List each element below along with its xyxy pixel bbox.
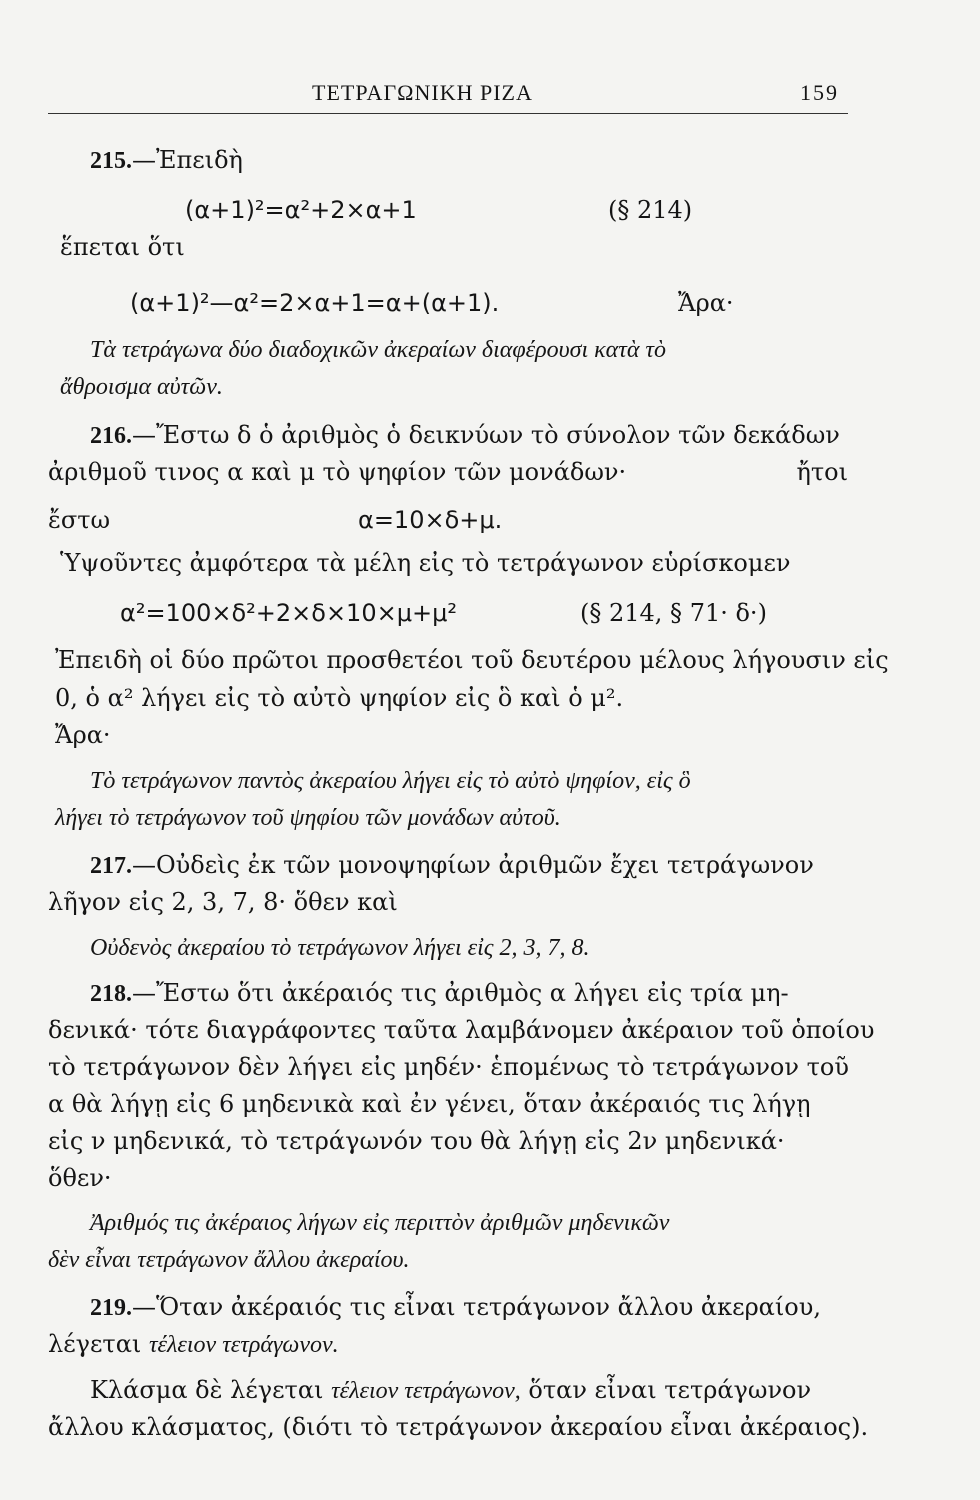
section-218-line4: α θὰ λήγῃ εἰς 6 μηδενικὰ καὶ ἐν γένει, ὅταν ἀκέραιός τις λήγῃ bbox=[48, 1090, 811, 1118]
section-218-line5: εἰς ν μηδενικά, τὸ τετράγωνόν του θὰ λήγῃ εἰς 2ν μηδενικά· bbox=[48, 1127, 785, 1155]
section-219-line4: ἄλλου κλάσματος, (διότι τὸ τετράγωνον ἀκεραίου εἶναι ἀκέραιος). bbox=[48, 1413, 869, 1441]
paragraph-text: Κλάσμα δὲ λέγεται bbox=[90, 1376, 324, 1404]
section-216-line4: Ὑψοῦντες ἀμφότερα τὰ μέλη εἰς τὸ τετράγωνον εὑρίσκομεν bbox=[60, 549, 791, 577]
text-ara: Ἄρα· bbox=[55, 721, 111, 749]
formula-216-2: α²=100×δ²+2×δ×10×μ+μ² bbox=[120, 599, 457, 627]
term-italic: τέλειον τετράγωνον, bbox=[331, 1378, 521, 1404]
theorem-215-line1: Τὰ τετράγωνα δύο διαδοχικῶν ἀκεραίων διαφέρουσι κατὰ τὸ bbox=[90, 337, 667, 363]
theorem-216-line2: λήγει τὸ τετράγωνον τοῦ ψηφίου τῶν μονάδων αὐτοῦ. bbox=[55, 805, 561, 831]
section-number: 216. bbox=[90, 423, 132, 449]
theorem-217: Οὐδενὸς ἀκεραίου τὸ τετράγωνον λήγει εἰς 2, 3, 7, 8. bbox=[90, 935, 590, 961]
section-219-line1 bbox=[90, 1292, 821, 1323]
formula-215-2: (α+1)²—α²=2×α+1=α+(α+1). bbox=[130, 289, 500, 317]
paragraph-text: λέγεται bbox=[48, 1330, 142, 1358]
section-216-line2 bbox=[48, 457, 848, 487]
reference-216-2: (§ 214, § 71· δ·) bbox=[580, 599, 767, 627]
paragraph-text: —Ἔστω δ ὁ ἀριθμὸς ὁ δεικνύων τὸ σύνολον τῶν δεκάδων bbox=[132, 421, 840, 449]
section-219-line2 bbox=[48, 1329, 339, 1360]
section-218-line1 bbox=[90, 978, 789, 1009]
section-number: 219. bbox=[90, 1295, 132, 1321]
section-lead: —Ἐπειδὴ bbox=[132, 146, 243, 174]
section-215-heading bbox=[90, 145, 243, 176]
section-216-line1 bbox=[90, 420, 840, 451]
section-219-line3 bbox=[90, 1375, 811, 1406]
paragraph-text: ὅταν εἶναι τετράγωνον bbox=[528, 1376, 812, 1404]
theorem-218-line1: Ἀριθμός τις ἀκέραιος λήγων εἰς περιττὸν ἀριθμῶν μηδενικῶν bbox=[90, 1210, 670, 1236]
section-218-line2: δενικά· τότε διαγράφοντες ταῦτα λαμβάνομεν ἀκέραιον τοῦ ὁποίου bbox=[48, 1016, 875, 1044]
section-217-line1 bbox=[90, 850, 814, 881]
reference-215-1: (§ 214) bbox=[608, 196, 693, 224]
paragraph-text: ἀριθμοῦ τινος α καὶ μ τὸ ψηφίον τῶν μονάδων· bbox=[48, 458, 627, 486]
section-216-line6: Ἐπειδὴ οἱ δύο πρῶτοι προσθετέοι τοῦ δευτέρου μέλους λήγουσιν εἰς bbox=[55, 646, 889, 674]
term-italic: τέλειον τετράγωνον. bbox=[148, 1332, 339, 1358]
text-follows: ἕπεται ὅτι bbox=[60, 233, 185, 261]
theorem-218-line2: δὲν εἶναι τετράγωνον ἄλλου ἀκεραίου. bbox=[48, 1247, 410, 1273]
theorem-215-line2: ἄθροισμα αὐτῶν. bbox=[60, 374, 223, 400]
header-rule bbox=[48, 113, 848, 114]
text-ara: Ἄρα· bbox=[678, 289, 734, 317]
formula-215-1: (α+1)²=α²+2×α+1 bbox=[185, 196, 417, 224]
theorem-216-line1: Τὸ τετράγωνον παντὸς ἀκεραίου λήγει εἰς τὸ αὐτὸ ψηφίον, εἰς ὃ bbox=[90, 768, 691, 794]
section-217-line2: λῆγον εἰς 2, 3, 7, 8· ὅθεν καὶ bbox=[48, 888, 398, 916]
section-number: 218. bbox=[90, 981, 132, 1007]
paragraph-text: —Οὐδεὶς ἐκ τῶν μονοψηφίων ἀριθμῶν ἔχει τετράγωνον bbox=[132, 851, 814, 879]
section-218-line3: τὸ τετράγωνον δὲν λήγει εἰς μηδέν· ἑπομένως τὸ τετράγωνον τοῦ bbox=[48, 1053, 849, 1081]
section-number: 217. bbox=[90, 853, 132, 879]
section-number: 215. bbox=[90, 148, 132, 174]
section-216-line7: 0, ὁ α² λήγει εἰς τὸ αὐτὸ ψηφίον εἰς ὃ καὶ ὁ μ². bbox=[55, 684, 624, 712]
text-estw: ἔστω bbox=[48, 506, 111, 534]
paragraph-text-end: ἤτοι bbox=[796, 458, 848, 486]
page-number: 159 bbox=[800, 80, 839, 105]
formula-216-1: α=10×δ+μ. bbox=[358, 506, 503, 534]
section-218-line6: ὅθεν· bbox=[48, 1164, 112, 1192]
paragraph-text: —Ὅταν ἀκέραιός τις εἶναι τετράγωνον ἄλλου ἀκεραίου, bbox=[132, 1293, 821, 1321]
running-header-title: ΤΕΤΡΑΓΩΝΙΚΗ ΡΙΖΑ bbox=[312, 80, 533, 105]
paragraph-text: —Ἔστω ὅτι ἀκέραιός τις ἀριθμὸς α λήγει εἰς τρία μη- bbox=[132, 979, 789, 1007]
